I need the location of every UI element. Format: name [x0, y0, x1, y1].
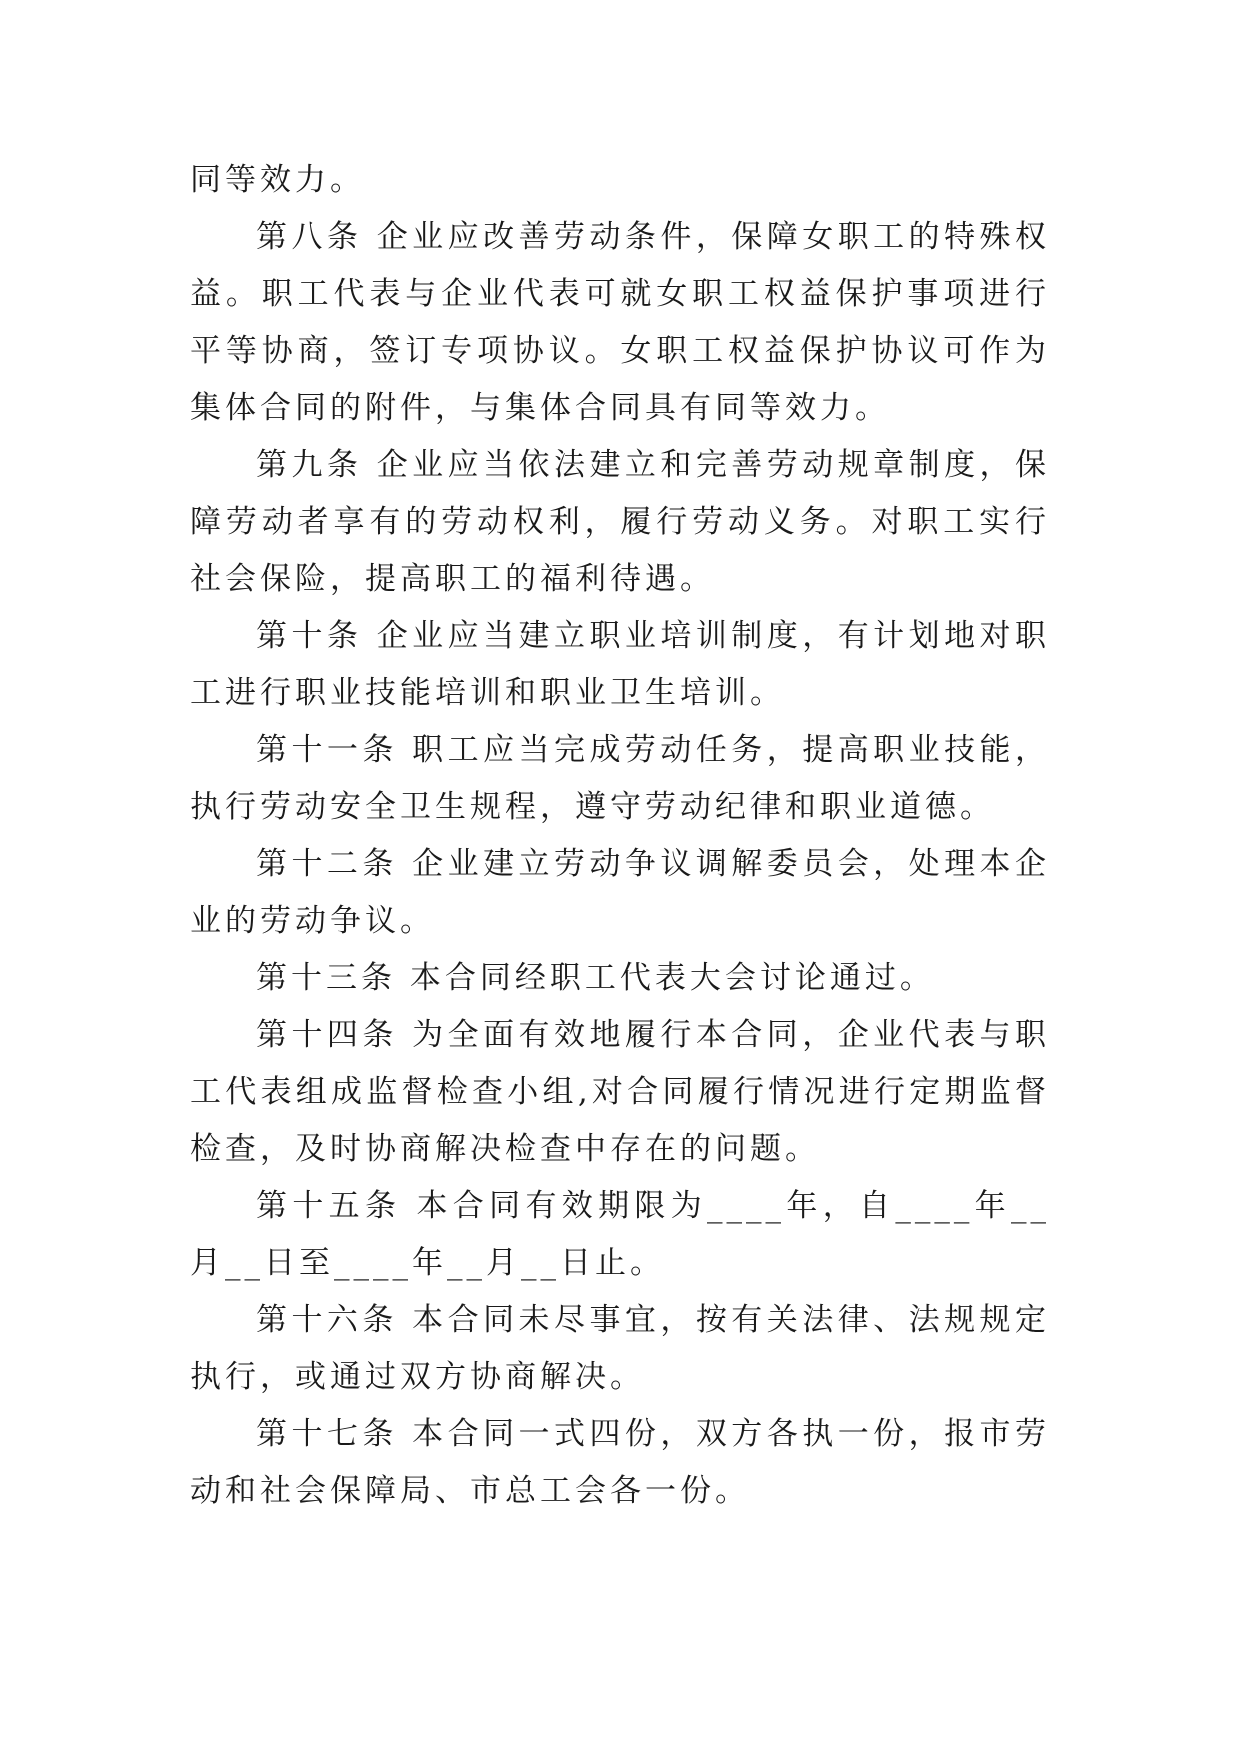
article-13: 第十三条 本合同经职工代表大会讨论通过。	[256, 960, 935, 996]
article-11: 第十一条 职工应当完成劳动任务，提高职业技能，执行劳动安全卫生规程，遵守劳动纪律和职业道德。	[190, 732, 1050, 825]
article-17: 第十七条 本合同一式四份，双方各执一份，报市劳动和社会保障局、市总工会各一份。	[190, 1416, 1050, 1509]
article-15: 第十五条 本合同有效期限为____年，自____年__月__日至____年__月__日止。	[190, 1188, 1050, 1281]
article-12: 第十二条 企业建立劳动争议调解委员会，处理本企业的劳动争议。	[190, 846, 1050, 939]
article-14: 第十四条 为全面有效地履行本合同，企业代表与职工代表组成监督检查小组,对合同履行情况进行定期监督检查，及时协商解决检查中存在的问题。	[190, 1017, 1050, 1167]
paragraph-continuation: 同等效力。	[190, 162, 365, 198]
article-9: 第九条 企业应当依法建立和完善劳动规章制度，保障劳动者享有的劳动权利，履行劳动义务。对职工实行社会保险，提高职工的福利待遇。	[190, 447, 1050, 597]
article-16: 第十六条 本合同未尽事宜，按有关法律、法规规定执行，或通过双方协商解决。	[190, 1302, 1050, 1395]
article-8: 第八条 企业应改善劳动条件，保障女职工的特殊权益。职工代表与企业代表可就女职工权益保护事项进行平等协商，签订专项协议。女职工权益保护协议可作为集体合同的附件，与集体合同具有同等效力。	[190, 219, 1050, 426]
article-10: 第十条 企业应当建立职业培训制度，有计划地对职工进行职业技能培训和职业卫生培训。	[190, 618, 1050, 711]
document-body	[190, 152, 1050, 1520]
